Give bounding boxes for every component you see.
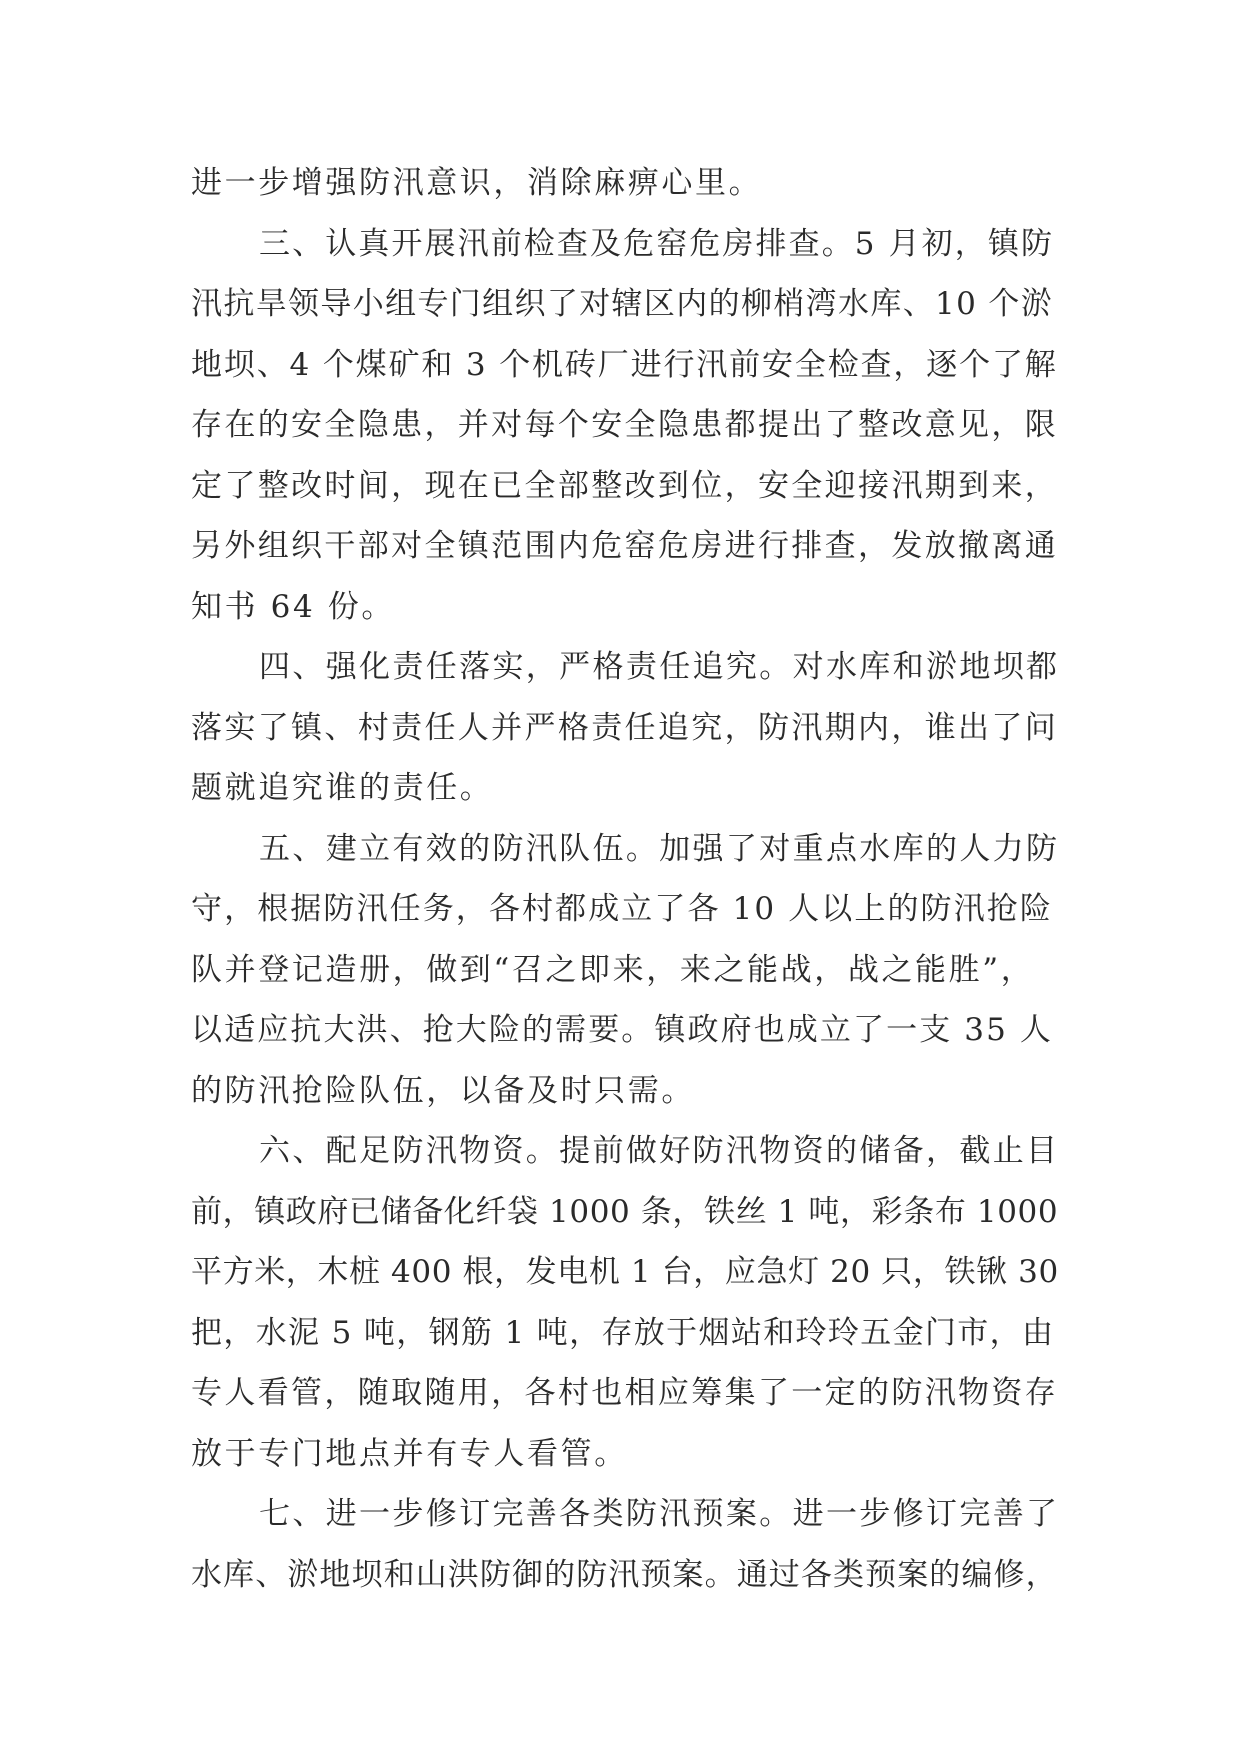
text-line: 地坝、4 个煤矿和 3 个机砖厂进行汛前安全检查，逐个了解 [191, 346, 1058, 383]
text-line: 前，镇政府已储备化纤袋 1000 条，铁丝 1 吨，彩条布 1000 [191, 1193, 1059, 1230]
text-line: 汛抗旱领导小组专门组织了对辖区内的柳梢湾水库、10 个淤 [191, 286, 1054, 322]
text-line: 落实了镇、村责任人并严格责任追究，防汛期内，谁出了问 [191, 709, 1059, 746]
text-line: 五、建立有效的防汛队伍。加强了对重点水库的人力防 [259, 830, 1060, 867]
document-body [191, 153, 1059, 1605]
text-line: 存在的安全隐患，并对每个安全隐患都提出了整改意见，限 [191, 407, 1059, 443]
text-line: 把，水泥 5 吨，钢筋 1 吨，存放于烟站和玲玲五金门市，由 [191, 1314, 1055, 1351]
text-line: 以适应抗大洪、抢大险的需要。镇政府也成立了一支 35 人 [191, 1012, 1053, 1048]
text-line: 专人看管，随取随用，各村也相应筹集了一定的防汛物资存 [191, 1375, 1059, 1411]
text-line: 定了整改时间，现在已全部整改到位，安全迎接汛期到来， [191, 467, 1059, 504]
text-line: 四、强化责任落实，严格责任追究。对水库和淤地坝都 [259, 649, 1060, 685]
text-line: 三、认真开展汛前检查及危窑危房排查。5 月初，镇防 [259, 225, 1055, 262]
text-line: 进一步增强防汛意识，消除麻痹心里。 [191, 165, 763, 201]
text-line: 七、进一步修订完善各类防汛预案。进一步修订完善了 [259, 1496, 1060, 1532]
text-line: 平方米，木桩 400 根，发电机 1 台，应急灯 20 只，铁锹 30 [191, 1254, 1059, 1290]
text-line: 水库、淤地坝和山洪防御的防汛预案。通过各类预案的编修， [191, 1556, 1058, 1593]
text-line: 知书 64 份。 [191, 588, 395, 625]
text-line: 守，根据防汛任务，各村都成立了各 10 人以上的防汛抢险 [191, 891, 1053, 927]
text-line: 另外组织干部对全镇范围内危窑危房进行排查，发放撤离通 [191, 528, 1059, 564]
text-line: 放于专门地点并有专人看管。 [191, 1435, 628, 1472]
text-line: 题就追究谁的责任。 [191, 770, 494, 806]
text-line: 的防汛抢险队伍，以备及时只需。 [191, 1072, 695, 1109]
text-line: 队并登记造册，做到“召之即来，来之能战，战之能胜”， [191, 951, 1035, 988]
text-line: 六、配足防汛物资。提前做好防汛物资的储备，截止目 [259, 1133, 1060, 1169]
